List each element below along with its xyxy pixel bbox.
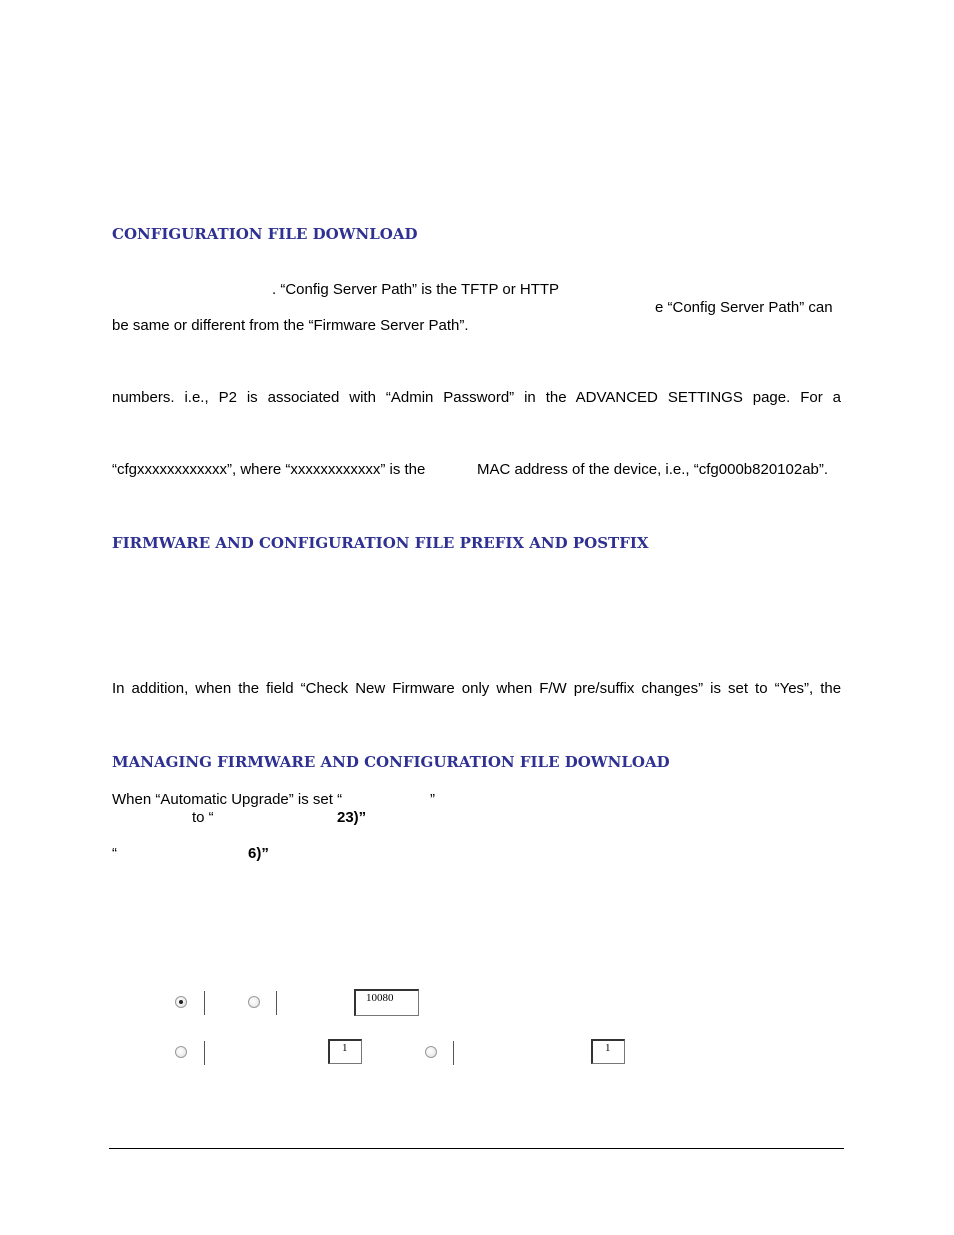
radio-option-1[interactable] xyxy=(175,996,187,1008)
value-input-a[interactable]: 1 xyxy=(328,1039,362,1064)
managing-text-line-3a: “ xyxy=(112,845,117,862)
config-text-line-3: be same or different from the “Firmware Server Path”. xyxy=(112,317,469,334)
config-text-line-5-right: MAC address of the device, i.e., “cfg000b820102ab”. xyxy=(477,461,829,478)
config-text-line-4: numbers. i.e., P2 is associated with “Admin Password” in the ADVANCED SETTINGS page. For a xyxy=(112,389,841,406)
managing-text-line-2a: to “ xyxy=(192,809,214,826)
interval-input[interactable]: 10080 xyxy=(354,989,419,1016)
section-heading-prefix-postfix: FIRMWARE AND CONFIGURATION FILE PREFIX AND POSTFIX xyxy=(112,534,649,552)
separator xyxy=(453,1041,454,1065)
managing-text-line-1b: ” xyxy=(430,791,435,808)
separator xyxy=(276,991,277,1015)
config-text-line-5-left: “cfgxxxxxxxxxxxx”, where “xxxxxxxxxxxx” is the xyxy=(112,461,426,478)
separator xyxy=(204,991,205,1015)
config-text-line-1: . “Config Server Path” is the TFTP or HTTP xyxy=(272,281,560,298)
managing-text-line-3b: 6)” xyxy=(248,845,269,862)
section-heading-managing: MANAGING FIRMWARE AND CONFIGURATION FILE DOWNLOAD xyxy=(112,753,670,771)
managing-text-line-2b: 23)” xyxy=(337,809,367,826)
prefix-text-line-1: In addition, when the field “Check New Firmware only when F/W pre/suffix changes” is set to “Yes”, the xyxy=(112,680,842,697)
radio-option-3[interactable] xyxy=(175,1046,187,1058)
section-heading-config-download: CONFIGURATION FILE DOWNLOAD xyxy=(112,225,418,243)
footer-rule xyxy=(109,1148,844,1149)
separator xyxy=(204,1041,205,1065)
value-input-b[interactable]: 1 xyxy=(591,1039,625,1064)
radio-option-4[interactable] xyxy=(425,1046,437,1058)
radio-option-2[interactable] xyxy=(248,996,260,1008)
config-text-line-2: e “Config Server Path” can xyxy=(655,299,833,316)
managing-text-line-1a: When “Automatic Upgrade” is set “ xyxy=(112,791,343,808)
